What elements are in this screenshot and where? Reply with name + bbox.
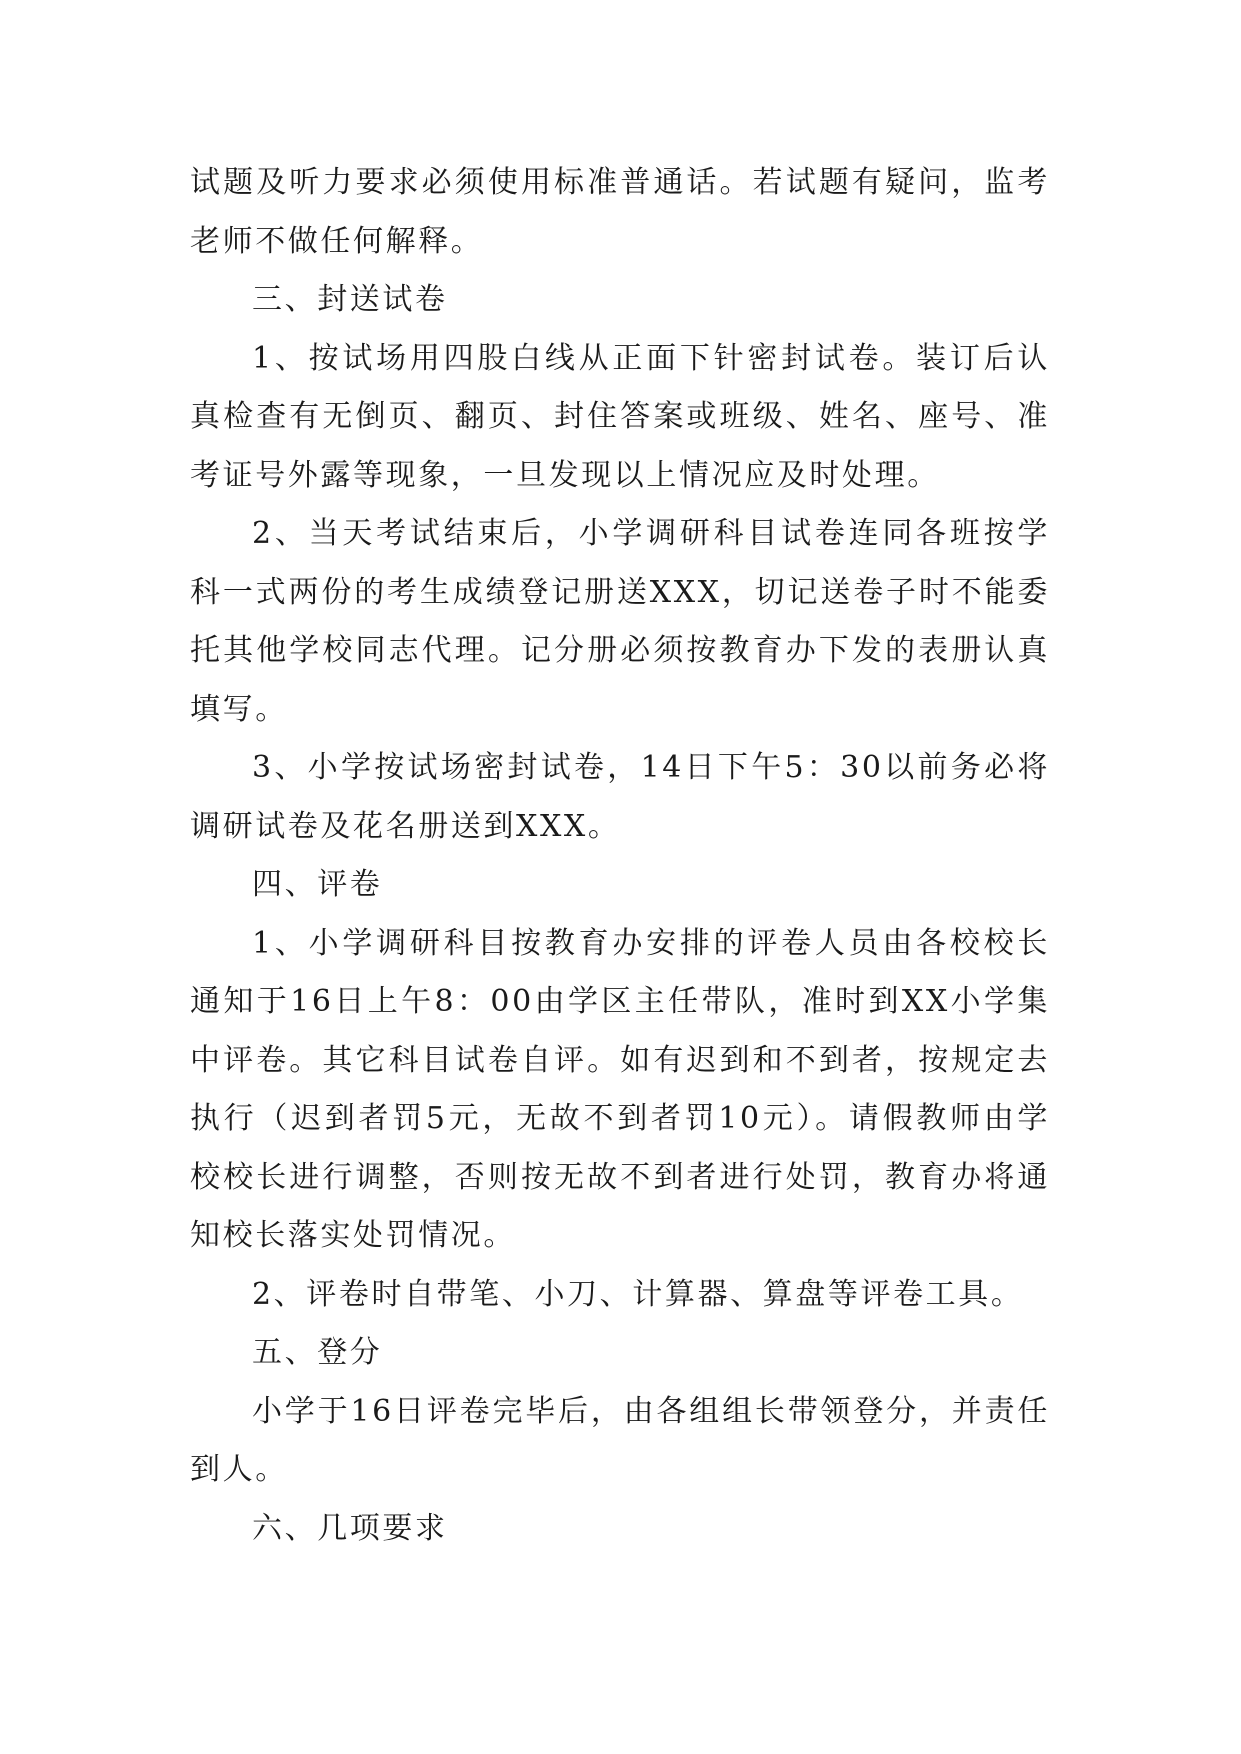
paragraph-seal-3: 3、小学按试场密封试卷，14日下午5：30以前务必将调研试卷及花名册送到XXX。: [190, 750, 1050, 844]
document-body: [190, 154, 1050, 1558]
paragraph-exam-rules: 试题及听力要求必须使用标准普通话。若试题有疑问，监考老师不做任何解释。: [190, 165, 1050, 259]
paragraph-seal-2: 2、当天考试结束后，小学调研科目试卷连同各班按学科一式两份的考生成绩登记册送XXX，切记送卷子时不能委托其他学校同志代理。记分册必须按教育办下发的表册认真填写。: [190, 516, 1050, 727]
paragraph-grading-1: 1、小学调研科目按教育办安排的评卷人员由各校校长通知于16日上午8：00由学区主任带队，准时到XX小学集中评卷。其它科目试卷自评。如有迟到和不到者，按规定去执行（迟到者罚5元，无故不到者罚10元）。请假教师由学校校长进行调整，否则按无故不到者进行处罚，教育办将通知校长落实处罚情况。: [190, 925, 1050, 1253]
paragraph-grading-2: 2、评卷时自带笔、小刀、计算器、算盘等评卷工具。: [252, 1276, 1024, 1312]
section-heading-requirements: 六、几项要求: [252, 1510, 448, 1546]
section-heading-grading: 四、评卷: [252, 867, 383, 902]
section-heading-seal-papers: 三、封送试卷: [252, 282, 448, 317]
section-heading-score-entry: 五、登分: [252, 1335, 383, 1370]
paragraph-score-entry: 小学于16日评卷完毕后，由各组组长带领登分，并责任到人。: [190, 1393, 1050, 1487]
paragraph-seal-1: 1、按试场用四股白线从正面下针密封试卷。装订后认真检查有无倒页、翻页、封住答案或班级、姓名、座号、准考证号外露等现象，一旦发现以上情况应及时处理。: [190, 340, 1050, 493]
